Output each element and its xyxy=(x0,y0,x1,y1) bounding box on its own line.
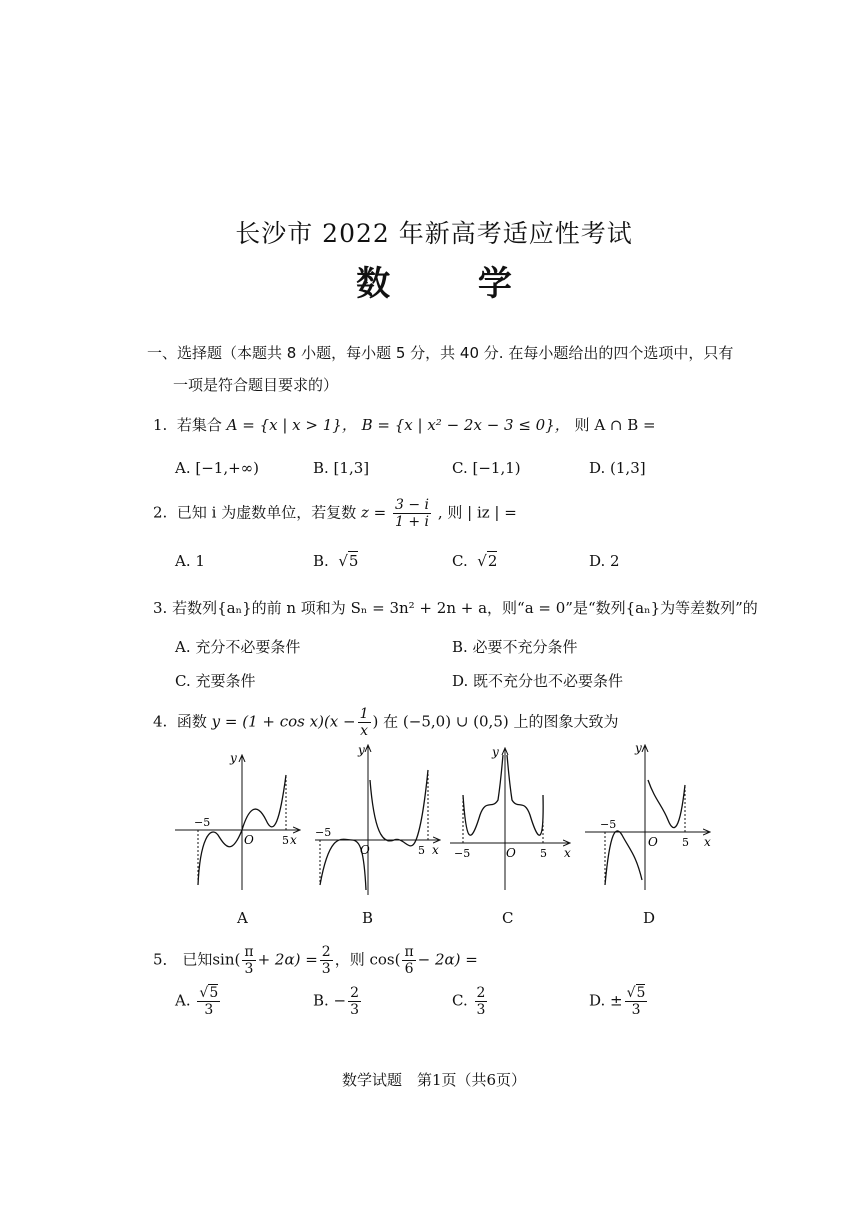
graph-c-pos5: 5 xyxy=(540,847,547,860)
q5-option-d: D. ± $\frac{√5}{3}$ xyxy=(589,985,646,1019)
q2-option-c-label: C. xyxy=(452,552,468,570)
q4-frac-bottom: x xyxy=(360,723,368,740)
graph-b-y: y xyxy=(358,743,365,757)
question-1 xyxy=(153,414,656,435)
q2-option-a: A. 1 xyxy=(175,552,205,570)
q1-text-b: 则 A ∩ B = xyxy=(574,416,656,434)
q3-option-b: B. 必要不充分条件 xyxy=(452,638,578,656)
q1-option-d: D. (1,3] xyxy=(589,459,646,477)
graph-b-x: x xyxy=(432,843,439,857)
q5-cos-end: − 2α) = xyxy=(417,950,478,969)
graph-b xyxy=(315,743,440,895)
graph-d xyxy=(585,741,711,890)
q5-two-thirds: $\frac{2}{3}$ xyxy=(321,944,331,978)
q5-text-b: ，则 xyxy=(334,950,365,969)
graph-a-o: O xyxy=(244,833,254,847)
graph-c-neg5: −5 xyxy=(454,847,471,860)
q5-number: 5． xyxy=(153,950,178,969)
q2-z: z = xyxy=(360,503,387,522)
q2-option-b-value: 5 xyxy=(348,552,359,570)
q4-function: y = (1 + cos x)(x − xyxy=(211,712,356,731)
q2-denominator: 1 + i xyxy=(395,514,430,531)
q4-graphs xyxy=(170,740,730,900)
q1-text-a: 若集合 xyxy=(176,416,222,434)
q2-option-b-label: B. xyxy=(313,552,329,570)
graph-d-o: O xyxy=(648,835,658,849)
q3-number: 3. xyxy=(153,599,168,617)
section-heading: 一、选择题（本题共 8 小题，每小题 5 分，共 40 分. 在每小题给出的四个选项中，只有 xyxy=(147,344,734,362)
q2-option-d: D. 2 xyxy=(589,552,620,570)
graph-a-pos5: 5 xyxy=(282,834,289,847)
graph-d-neg5: −5 xyxy=(600,818,617,831)
q1-option-c: C. [−1,1) xyxy=(452,459,521,477)
graph-a xyxy=(175,751,300,890)
q3-text: 若数列{aₙ}的前 n 项和为 Sₙ = 3n² + 2n + a，则“a = 0”是“数列{aₙ}为等差数列”的 xyxy=(172,599,758,617)
question-4 xyxy=(153,706,618,739)
q1-set-a: A = {x | x > 1}， xyxy=(226,416,357,434)
question-2 xyxy=(153,497,517,530)
graph-d-y: y xyxy=(635,741,642,755)
graph-b-neg5: −5 xyxy=(315,826,332,839)
graph-c xyxy=(450,745,571,890)
graph-label-b: B xyxy=(362,909,374,927)
q2-fraction xyxy=(393,497,431,530)
q2-option-b: B. √5 xyxy=(313,552,359,570)
question-5 xyxy=(153,944,478,977)
q4-text-a: 函数 xyxy=(176,712,207,731)
graph-c-o: O xyxy=(506,846,516,860)
section-heading-cont: 一项是符合题目要求的） xyxy=(173,376,339,394)
q5-option-c: C. $\frac{2}{3}$ xyxy=(452,985,486,1019)
q2-option-c: C. √2 xyxy=(452,552,498,570)
graph-d-pos5: 5 xyxy=(682,836,689,849)
q2-numerator: 3 − i xyxy=(395,497,430,513)
question-3 xyxy=(153,597,758,618)
q5-option-a: A. $\frac{√5}{3}$ xyxy=(175,985,219,1019)
q4-function-end: ) xyxy=(372,712,379,731)
q5-pi-3: $\frac{\pi}{3}$ xyxy=(244,944,254,978)
q1-set-b: B = {x | x² − 2x − 3 ≤ 0}， xyxy=(361,416,570,434)
graph-b-pos5: 5 xyxy=(418,844,425,857)
q4-text-b: 在 (−5,0) ∪ (0,5) 上的图象大致为 xyxy=(383,712,619,731)
q1-option-b: B. [1,3] xyxy=(313,459,370,477)
q3-option-c: C. 充要条件 xyxy=(175,672,256,690)
q5-pi-6: $\frac{\pi}{6}$ xyxy=(404,944,414,978)
q2-number: 2. xyxy=(153,503,168,522)
graph-a-y: y xyxy=(230,751,237,765)
subject-title: 数 学 xyxy=(356,264,550,304)
q1-number: 1. xyxy=(153,416,168,434)
graph-d-x: x xyxy=(704,835,711,849)
q2-text-b: , 则 | iz | = xyxy=(437,503,517,522)
q1-option-a: A. [−1,+∞) xyxy=(175,459,260,477)
graph-a-x: x xyxy=(290,833,297,847)
q5-option-b: B. − $\frac{2}{3}$ xyxy=(313,985,360,1019)
graph-a-neg5: −5 xyxy=(194,816,211,829)
q5-sin-end: + 2α) = xyxy=(257,950,318,969)
graph-label-c: C xyxy=(502,909,514,927)
graph-label-a: A xyxy=(237,909,248,927)
q5-text-a: 已知 xyxy=(182,950,213,969)
page-footer: 数学试题 第1页（共6页） xyxy=(341,1071,527,1089)
q4-number: 4. xyxy=(153,712,168,731)
graph-c-x: x xyxy=(564,846,571,860)
q5-cos: cos( xyxy=(369,950,401,969)
graph-c-y: y xyxy=(492,745,499,759)
q5-sin: sin( xyxy=(212,950,241,969)
graph-b-o: O xyxy=(360,843,370,857)
q2-text-a: 已知 i 为虚数单位，若复数 xyxy=(176,503,357,522)
graph-label-d: D xyxy=(643,909,656,927)
exam-title: 长沙市 2022 年新高考适应性考试 xyxy=(235,219,633,248)
q3-option-d: D. 既不充分也不必要条件 xyxy=(452,672,624,690)
q4-fraction xyxy=(358,706,371,739)
q3-option-a: A. 充分不必要条件 xyxy=(175,638,301,656)
q4-frac-top: 1 xyxy=(359,706,369,722)
q2-option-c-value: 2 xyxy=(487,552,498,570)
